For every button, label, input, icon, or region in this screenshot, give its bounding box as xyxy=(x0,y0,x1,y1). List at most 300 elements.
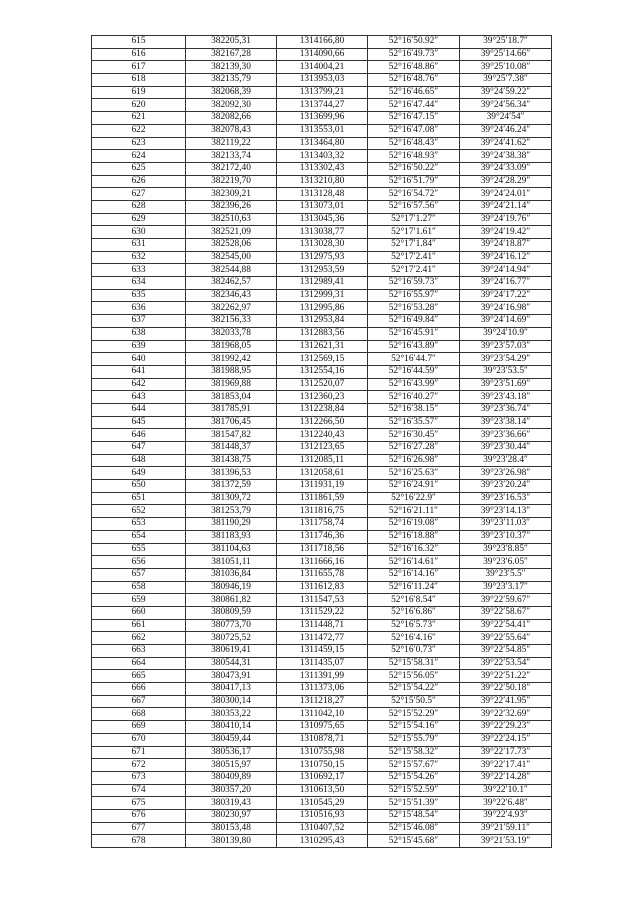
table-row xyxy=(92,277,552,290)
longitude-cell: 39°24′16.98″ xyxy=(460,302,552,315)
longitude-cell: 39°24′33.09″ xyxy=(460,162,552,175)
table-row xyxy=(92,200,552,213)
point-number-cell: 664 xyxy=(92,657,186,670)
x-coordinate-cell: 380725,52 xyxy=(186,632,277,645)
point-number-cell: 663 xyxy=(92,645,186,658)
table-row xyxy=(92,733,552,746)
table-row xyxy=(92,99,552,112)
latitude-cell: 52°16′48.93″ xyxy=(368,150,460,163)
latitude-cell: 52°16′25.63″ xyxy=(368,467,460,480)
x-coordinate-cell: 382309,21 xyxy=(186,188,277,201)
table-row xyxy=(92,403,552,416)
longitude-cell: 39°24′14.94″ xyxy=(460,264,552,277)
latitude-cell: 52°15′56.05″ xyxy=(368,670,460,683)
y-coordinate-cell: 1312621,31 xyxy=(277,340,368,353)
table-row xyxy=(92,74,552,87)
point-number-cell: 637 xyxy=(92,315,186,328)
longitude-cell: 39°24′17.22″ xyxy=(460,289,552,302)
latitude-cell: 52°16′45.91″ xyxy=(368,327,460,340)
x-coordinate-cell: 382262,97 xyxy=(186,302,277,315)
longitude-cell: 39°25′14.66″ xyxy=(460,48,552,61)
y-coordinate-cell: 1313953,03 xyxy=(277,74,368,87)
table-row xyxy=(92,36,552,49)
x-coordinate-cell: 380300,14 xyxy=(186,695,277,708)
y-coordinate-cell: 1313744,27 xyxy=(277,99,368,112)
longitude-cell: 39°23′28.4″ xyxy=(460,454,552,467)
y-coordinate-cell: 1310692,17 xyxy=(277,771,368,784)
point-number-cell: 652 xyxy=(92,505,186,518)
y-coordinate-cell: 1311746,36 xyxy=(277,530,368,543)
x-coordinate-cell: 381372,59 xyxy=(186,480,277,493)
latitude-cell: 52°16′49.84″ xyxy=(368,315,460,328)
x-coordinate-cell: 380515,97 xyxy=(186,759,277,772)
table-row xyxy=(92,416,552,429)
longitude-cell: 39°21′59.11″ xyxy=(460,822,552,835)
point-number-cell: 662 xyxy=(92,632,186,645)
point-number-cell: 618 xyxy=(92,74,186,87)
longitude-cell: 39°22′32.69″ xyxy=(460,708,552,721)
y-coordinate-cell: 1310975,65 xyxy=(277,721,368,734)
x-coordinate-cell: 382219,70 xyxy=(186,175,277,188)
y-coordinate-cell: 1310613,50 xyxy=(277,784,368,797)
longitude-cell: 39°25′7.38″ xyxy=(460,74,552,87)
latitude-cell: 52°16′43.99″ xyxy=(368,378,460,391)
x-coordinate-cell: 381396,53 xyxy=(186,467,277,480)
y-coordinate-cell: 1313073,01 xyxy=(277,200,368,213)
x-coordinate-cell: 380809,59 xyxy=(186,606,277,619)
latitude-cell: 52°16′44.59″ xyxy=(368,365,460,378)
table-row xyxy=(92,353,552,366)
latitude-cell: 52°16′44.7″ xyxy=(368,353,460,366)
latitude-cell: 52°16′47.15″ xyxy=(368,112,460,125)
longitude-cell: 39°23′10.37″ xyxy=(460,530,552,543)
table-row xyxy=(92,759,552,772)
table-row xyxy=(92,568,552,581)
longitude-cell: 39°23′54.29″ xyxy=(460,353,552,366)
point-number-cell: 646 xyxy=(92,429,186,442)
longitude-cell: 39°22′54.41″ xyxy=(460,619,552,632)
point-number-cell: 616 xyxy=(92,48,186,61)
latitude-cell: 52°16′48.76″ xyxy=(368,74,460,87)
point-number-cell: 639 xyxy=(92,340,186,353)
table-row xyxy=(92,175,552,188)
table-row xyxy=(92,162,552,175)
y-coordinate-cell: 1311435,07 xyxy=(277,657,368,670)
table-row xyxy=(92,530,552,543)
longitude-cell: 39°22′29.23″ xyxy=(460,721,552,734)
table-row xyxy=(92,226,552,239)
x-coordinate-cell: 382462,57 xyxy=(186,277,277,290)
point-number-cell: 666 xyxy=(92,683,186,696)
point-number-cell: 636 xyxy=(92,302,186,315)
table-row xyxy=(92,771,552,784)
longitude-cell: 39°24′46.24″ xyxy=(460,124,552,137)
x-coordinate-cell: 382528,06 xyxy=(186,239,277,252)
latitude-cell: 52°15′54.22″ xyxy=(368,683,460,696)
table-row xyxy=(92,251,552,264)
latitude-cell: 52°15′54.26″ xyxy=(368,771,460,784)
longitude-cell: 39°23′8.85″ xyxy=(460,543,552,556)
x-coordinate-cell: 382068,39 xyxy=(186,86,277,99)
x-coordinate-cell: 382396,26 xyxy=(186,200,277,213)
table-row xyxy=(92,454,552,467)
table-row xyxy=(92,670,552,683)
longitude-cell: 39°24′56.34″ xyxy=(460,99,552,112)
y-coordinate-cell: 1312123,65 xyxy=(277,442,368,455)
table-row xyxy=(92,746,552,759)
y-coordinate-cell: 1311612,83 xyxy=(277,581,368,594)
table-row xyxy=(92,429,552,442)
x-coordinate-cell: 380773,70 xyxy=(186,619,277,632)
longitude-cell: 39°24′28.29″ xyxy=(460,175,552,188)
y-coordinate-cell: 1311459,15 xyxy=(277,645,368,658)
latitude-cell: 52°16′48.43″ xyxy=(368,137,460,150)
y-coordinate-cell: 1310295,43 xyxy=(277,835,368,848)
coordinates-table-body xyxy=(92,36,552,848)
x-coordinate-cell: 382078,43 xyxy=(186,124,277,137)
y-coordinate-cell: 1311758,74 xyxy=(277,518,368,531)
y-coordinate-cell: 1312266,50 xyxy=(277,416,368,429)
x-coordinate-cell: 380417,13 xyxy=(186,683,277,696)
x-coordinate-cell: 382346,43 xyxy=(186,289,277,302)
x-coordinate-cell: 380410,14 xyxy=(186,721,277,734)
x-coordinate-cell: 381253,79 xyxy=(186,505,277,518)
y-coordinate-cell: 1313210,80 xyxy=(277,175,368,188)
longitude-cell: 39°24′41.62″ xyxy=(460,137,552,150)
point-number-cell: 629 xyxy=(92,213,186,226)
y-coordinate-cell: 1311042,10 xyxy=(277,708,368,721)
longitude-cell: 39°23′51.69″ xyxy=(460,378,552,391)
table-row xyxy=(92,213,552,226)
point-number-cell: 668 xyxy=(92,708,186,721)
y-coordinate-cell: 1311218,27 xyxy=(277,695,368,708)
latitude-cell: 52°16′38.15″ xyxy=(368,403,460,416)
x-coordinate-cell: 382139,30 xyxy=(186,61,277,74)
point-number-cell: 650 xyxy=(92,480,186,493)
point-number-cell: 674 xyxy=(92,784,186,797)
y-coordinate-cell: 1313799,21 xyxy=(277,86,368,99)
latitude-cell: 52°17′2.41″ xyxy=(368,251,460,264)
x-coordinate-cell: 381051,11 xyxy=(186,556,277,569)
table-row xyxy=(92,124,552,137)
table-row xyxy=(92,619,552,632)
point-number-cell: 660 xyxy=(92,606,186,619)
x-coordinate-cell: 381969,88 xyxy=(186,378,277,391)
table-row xyxy=(92,289,552,302)
x-coordinate-cell: 382205,31 xyxy=(186,36,277,49)
table-row xyxy=(92,809,552,822)
table-row xyxy=(92,150,552,163)
y-coordinate-cell: 1311373,06 xyxy=(277,683,368,696)
y-coordinate-cell: 1312360,23 xyxy=(277,391,368,404)
latitude-cell: 52°16′50.22″ xyxy=(368,162,460,175)
x-coordinate-cell: 382033,78 xyxy=(186,327,277,340)
y-coordinate-cell: 1312554,16 xyxy=(277,365,368,378)
y-coordinate-cell: 1312883,56 xyxy=(277,327,368,340)
point-number-cell: 619 xyxy=(92,86,186,99)
x-coordinate-cell: 382510,63 xyxy=(186,213,277,226)
point-number-cell: 661 xyxy=(92,619,186,632)
table-row xyxy=(92,518,552,531)
table-row xyxy=(92,695,552,708)
x-coordinate-cell: 381309,72 xyxy=(186,492,277,505)
point-number-cell: 633 xyxy=(92,264,186,277)
point-number-cell: 617 xyxy=(92,61,186,74)
x-coordinate-cell: 381183,93 xyxy=(186,530,277,543)
table-row xyxy=(92,467,552,480)
point-number-cell: 645 xyxy=(92,416,186,429)
point-number-cell: 615 xyxy=(92,36,186,49)
point-number-cell: 653 xyxy=(92,518,186,531)
point-number-cell: 677 xyxy=(92,822,186,835)
point-number-cell: 622 xyxy=(92,124,186,137)
point-number-cell: 620 xyxy=(92,99,186,112)
y-coordinate-cell: 1312953,84 xyxy=(277,315,368,328)
point-number-cell: 676 xyxy=(92,809,186,822)
coordinates-table xyxy=(91,35,552,848)
latitude-cell: 52°17′1.61″ xyxy=(368,226,460,239)
x-coordinate-cell: 382119,22 xyxy=(186,137,277,150)
point-number-cell: 657 xyxy=(92,568,186,581)
point-number-cell: 632 xyxy=(92,251,186,264)
x-coordinate-cell: 381988,95 xyxy=(186,365,277,378)
table-row xyxy=(92,721,552,734)
latitude-cell: 52°16′51.79″ xyxy=(368,175,460,188)
latitude-cell: 52°16′8.54″ xyxy=(368,594,460,607)
longitude-cell: 39°22′55.64″ xyxy=(460,632,552,645)
point-number-cell: 625 xyxy=(92,162,186,175)
point-number-cell: 626 xyxy=(92,175,186,188)
point-number-cell: 631 xyxy=(92,239,186,252)
latitude-cell: 52°16′57.56″ xyxy=(368,200,460,213)
longitude-cell: 39°22′41.95″ xyxy=(460,695,552,708)
longitude-cell: 39°22′51.22″ xyxy=(460,670,552,683)
x-coordinate-cell: 380353,22 xyxy=(186,708,277,721)
longitude-cell: 39°24′19.42″ xyxy=(460,226,552,239)
point-number-cell: 644 xyxy=(92,403,186,416)
latitude-cell: 52°16′35.57″ xyxy=(368,416,460,429)
table-row xyxy=(92,137,552,150)
x-coordinate-cell: 380473,91 xyxy=(186,670,277,683)
longitude-cell: 39°23′11.03″ xyxy=(460,518,552,531)
point-number-cell: 634 xyxy=(92,277,186,290)
table-row xyxy=(92,645,552,658)
y-coordinate-cell: 1313699,96 xyxy=(277,112,368,125)
longitude-cell: 39°22′17.41″ xyxy=(460,759,552,772)
longitude-cell: 39°22′17.73″ xyxy=(460,746,552,759)
x-coordinate-cell: 380230,97 xyxy=(186,809,277,822)
y-coordinate-cell: 1313553,01 xyxy=(277,124,368,137)
x-coordinate-cell: 381992,42 xyxy=(186,353,277,366)
latitude-cell: 52°16′50.92″ xyxy=(368,36,460,49)
longitude-cell: 39°23′3.17″ xyxy=(460,581,552,594)
longitude-cell: 39°24′18.87″ xyxy=(460,239,552,252)
table-row xyxy=(92,835,552,848)
latitude-cell: 52°16′47.08″ xyxy=(368,124,460,137)
point-number-cell: 655 xyxy=(92,543,186,556)
point-number-cell: 638 xyxy=(92,327,186,340)
table-row xyxy=(92,302,552,315)
point-number-cell: 635 xyxy=(92,289,186,302)
table-row xyxy=(92,708,552,721)
latitude-cell: 52°16′40.27″ xyxy=(368,391,460,404)
latitude-cell: 52°15′52.59″ xyxy=(368,784,460,797)
y-coordinate-cell: 1313464,80 xyxy=(277,137,368,150)
x-coordinate-cell: 380861,82 xyxy=(186,594,277,607)
point-number-cell: 628 xyxy=(92,200,186,213)
latitude-cell: 52°15′52.29″ xyxy=(368,708,460,721)
y-coordinate-cell: 1312995,86 xyxy=(277,302,368,315)
longitude-cell: 39°23′20.24″ xyxy=(460,480,552,493)
x-coordinate-cell: 382156,33 xyxy=(186,315,277,328)
latitude-cell: 52°16′49.73″ xyxy=(368,48,460,61)
y-coordinate-cell: 1312989,41 xyxy=(277,277,368,290)
point-number-cell: 641 xyxy=(92,365,186,378)
y-coordinate-cell: 1311816,75 xyxy=(277,505,368,518)
x-coordinate-cell: 381968,05 xyxy=(186,340,277,353)
table-row xyxy=(92,492,552,505)
y-coordinate-cell: 1314004,21 xyxy=(277,61,368,74)
table-row xyxy=(92,822,552,835)
y-coordinate-cell: 1313403,32 xyxy=(277,150,368,163)
latitude-cell: 52°16′4.16″ xyxy=(368,632,460,645)
latitude-cell: 52°15′58.31″ xyxy=(368,657,460,670)
point-number-cell: 656 xyxy=(92,556,186,569)
x-coordinate-cell: 381853,04 xyxy=(186,391,277,404)
x-coordinate-cell: 382172,40 xyxy=(186,162,277,175)
longitude-cell: 39°23′6.05″ xyxy=(460,556,552,569)
table-row xyxy=(92,340,552,353)
x-coordinate-cell: 381036,84 xyxy=(186,568,277,581)
longitude-cell: 39°23′14.13″ xyxy=(460,505,552,518)
table-row xyxy=(92,632,552,645)
table-row xyxy=(92,543,552,556)
point-number-cell: 659 xyxy=(92,594,186,607)
y-coordinate-cell: 1314166,80 xyxy=(277,36,368,49)
point-number-cell: 642 xyxy=(92,378,186,391)
latitude-cell: 52°15′48.54″ xyxy=(368,809,460,822)
y-coordinate-cell: 1311391,99 xyxy=(277,670,368,683)
y-coordinate-cell: 1310878,71 xyxy=(277,733,368,746)
latitude-cell: 52°16′27.28″ xyxy=(368,442,460,455)
longitude-cell: 39°24′38.38″ xyxy=(460,150,552,163)
longitude-cell: 39°23′26.98″ xyxy=(460,467,552,480)
latitude-cell: 52°16′48.86″ xyxy=(368,61,460,74)
y-coordinate-cell: 1312085,11 xyxy=(277,454,368,467)
point-number-cell: 665 xyxy=(92,670,186,683)
latitude-cell: 52°15′58.32″ xyxy=(368,746,460,759)
longitude-cell: 39°23′38.14″ xyxy=(460,416,552,429)
longitude-cell: 39°22′54.85″ xyxy=(460,645,552,658)
latitude-cell: 52°16′14.61″ xyxy=(368,556,460,569)
point-number-cell: 643 xyxy=(92,391,186,404)
x-coordinate-cell: 381104,63 xyxy=(186,543,277,556)
longitude-cell: 39°24′54″ xyxy=(460,112,552,125)
latitude-cell: 52°15′55.79″ xyxy=(368,733,460,746)
latitude-cell: 52°16′55.97″ xyxy=(368,289,460,302)
table-row xyxy=(92,378,552,391)
point-number-cell: 623 xyxy=(92,137,186,150)
latitude-cell: 52°15′45.68″ xyxy=(368,835,460,848)
longitude-cell: 39°24′16.77″ xyxy=(460,277,552,290)
latitude-cell: 52°16′30.45″ xyxy=(368,429,460,442)
latitude-cell: 52°16′0.73″ xyxy=(368,645,460,658)
longitude-cell: 39°23′30.44″ xyxy=(460,442,552,455)
y-coordinate-cell: 1312058,61 xyxy=(277,467,368,480)
y-coordinate-cell: 1312953,59 xyxy=(277,264,368,277)
y-coordinate-cell: 1310407,52 xyxy=(277,822,368,835)
x-coordinate-cell: 381785,91 xyxy=(186,403,277,416)
x-coordinate-cell: 380946,19 xyxy=(186,581,277,594)
y-coordinate-cell: 1313045,36 xyxy=(277,213,368,226)
y-coordinate-cell: 1310516,93 xyxy=(277,809,368,822)
longitude-cell: 39°22′4.93″ xyxy=(460,809,552,822)
latitude-cell: 52°15′54.16″ xyxy=(368,721,460,734)
table-row xyxy=(92,188,552,201)
latitude-cell: 52°17′1.27″ xyxy=(368,213,460,226)
y-coordinate-cell: 1311547,53 xyxy=(277,594,368,607)
x-coordinate-cell: 382521,09 xyxy=(186,226,277,239)
latitude-cell: 52°16′11.24″ xyxy=(368,581,460,594)
longitude-cell: 39°23′36.74″ xyxy=(460,403,552,416)
x-coordinate-cell: 380459,44 xyxy=(186,733,277,746)
y-coordinate-cell: 1314090,66 xyxy=(277,48,368,61)
longitude-cell: 39°25′10.08″ xyxy=(460,61,552,74)
latitude-cell: 52°16′16.32″ xyxy=(368,543,460,556)
table-row xyxy=(92,239,552,252)
point-number-cell: 671 xyxy=(92,746,186,759)
y-coordinate-cell: 1311529,22 xyxy=(277,606,368,619)
table-row xyxy=(92,264,552,277)
point-number-cell: 678 xyxy=(92,835,186,848)
table-row xyxy=(92,581,552,594)
y-coordinate-cell: 1310545,29 xyxy=(277,797,368,810)
longitude-cell: 39°25′18.7″ xyxy=(460,36,552,49)
table-row xyxy=(92,505,552,518)
x-coordinate-cell: 382135,79 xyxy=(186,74,277,87)
table-row xyxy=(92,683,552,696)
y-coordinate-cell: 1311666,16 xyxy=(277,556,368,569)
table-row xyxy=(92,86,552,99)
table-row xyxy=(92,112,552,125)
latitude-cell: 52°16′59.73″ xyxy=(368,277,460,290)
point-number-cell: 627 xyxy=(92,188,186,201)
x-coordinate-cell: 380544,31 xyxy=(186,657,277,670)
latitude-cell: 52°16′5.73″ xyxy=(368,619,460,632)
x-coordinate-cell: 381190,29 xyxy=(186,518,277,531)
x-coordinate-cell: 382167,28 xyxy=(186,48,277,61)
longitude-cell: 39°23′36.66″ xyxy=(460,429,552,442)
longitude-cell: 39°23′5.5″ xyxy=(460,568,552,581)
longitude-cell: 39°22′50.18″ xyxy=(460,683,552,696)
x-coordinate-cell: 381438,75 xyxy=(186,454,277,467)
latitude-cell: 52°16′54.72″ xyxy=(368,188,460,201)
latitude-cell: 52°16′19.08″ xyxy=(368,518,460,531)
latitude-cell: 52°16′24.91″ xyxy=(368,480,460,493)
longitude-cell: 39°24′19.76″ xyxy=(460,213,552,226)
longitude-cell: 39°24′24.01″ xyxy=(460,188,552,201)
x-coordinate-cell: 382545,00 xyxy=(186,251,277,264)
latitude-cell: 52°16′53.28″ xyxy=(368,302,460,315)
table-row xyxy=(92,480,552,493)
longitude-cell: 39°22′58.67″ xyxy=(460,606,552,619)
point-number-cell: 647 xyxy=(92,442,186,455)
y-coordinate-cell: 1311472,77 xyxy=(277,632,368,645)
x-coordinate-cell: 382544,88 xyxy=(186,264,277,277)
longitude-cell: 39°22′53.54″ xyxy=(460,657,552,670)
table-row xyxy=(92,606,552,619)
point-number-cell: 658 xyxy=(92,581,186,594)
